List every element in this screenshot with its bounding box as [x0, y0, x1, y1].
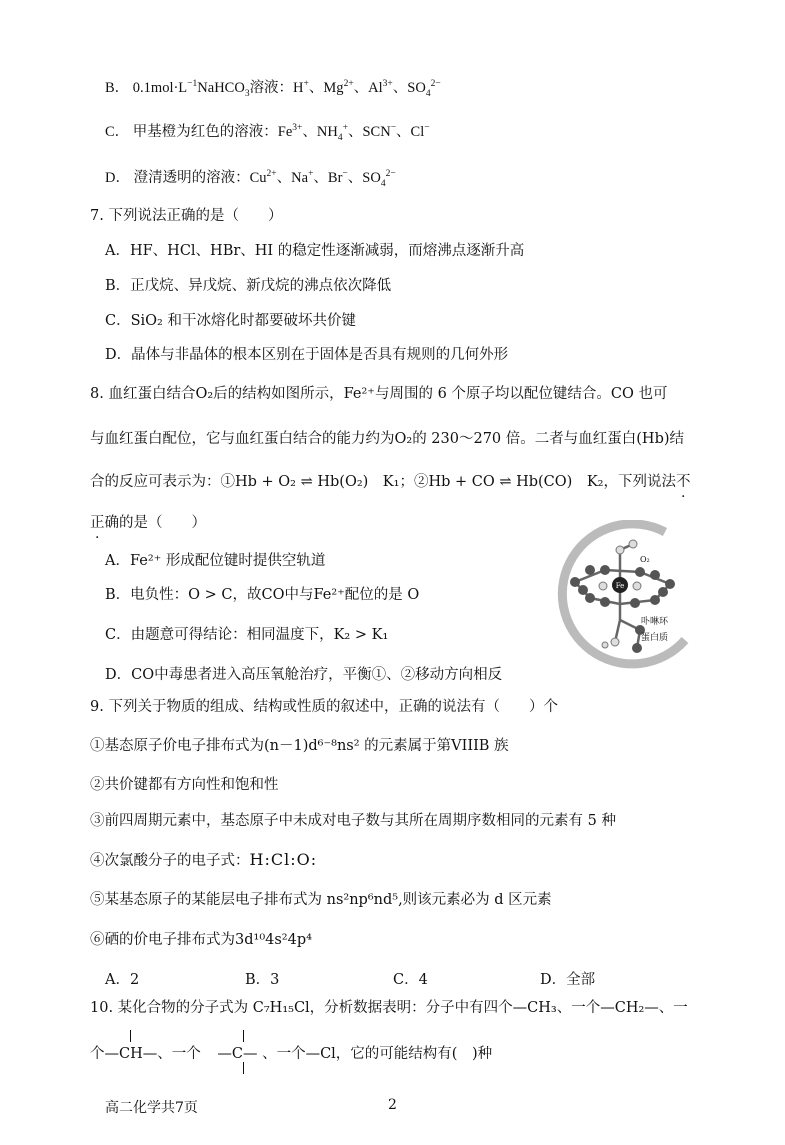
electron-dot-formula: H:Cl:O:: [249, 850, 318, 869]
q8-option-b: B．电负性：O > C，故CO中与Fe²⁺配位的是 O: [105, 587, 420, 603]
q9-option-a: A．2: [105, 972, 140, 988]
q6-option-c: C． 甲基橙为红色的溶液：$Fe^{3+}$、$NH_4^+$、SCN−、Cl−: [105, 123, 430, 143]
q7-option-b: B．正戊烷、异戊烷、新戊烷的沸点依次降低: [105, 278, 392, 294]
porphyrin-label: 卟啉环: [641, 617, 669, 627]
q8-option-a: A．Fe²⁺ 形成配位键时提供空轨道: [105, 553, 326, 569]
q9-statement-3: ③前四周期元素中，基态原子中未成对电子数与其所在周期序数相同的元素有 5 种: [90, 813, 616, 829]
q9-statement-6: ⑥硒的价电子排布式为3d¹⁰4s²4p⁴: [90, 932, 312, 948]
hemoglobin-structure-figure: [545, 520, 695, 670]
q9-option-b: B．3: [245, 972, 280, 988]
q6-option-d: D． 澄清透明的溶液：$Cu^{2+}$、Na+、Br−、$SO_4^{2-}$: [105, 169, 396, 189]
q8-stem-line3: 合的反应可表示为：①Hb + O₂ ⇌ Hb(O₂) K₁；②Hb + CO ⇌ Hb(CO) K₂，下列说法不: [90, 474, 691, 490]
q7-stem: 7. 下列说法正确的是（ ）: [90, 208, 283, 224]
protein-label: 蛋白质: [641, 633, 669, 643]
fe-label: Fe: [615, 582, 625, 590]
c-bond-up: [243, 1030, 244, 1042]
ch-bond-up: [130, 1030, 131, 1042]
q7-option-a: A．HF、HCl、HBr、HI 的稳定性逐渐减弱，而熔沸点逐渐升高: [105, 243, 525, 259]
o2-label: O₂: [640, 555, 650, 564]
q9-stem: 9. 下列关于物质的组成、结构或性质的叙述中，正确的说法有（ ）个: [90, 699, 558, 715]
q9-statement-1: ①基态原子价电子排布式为(n－1)d⁶⁻⁸ns² 的元素属于第VIIIB 族: [90, 738, 509, 754]
q8-option-d: D．CO中毒患者进入高压氧舱治疗，平衡①、②移动方向相反: [105, 667, 503, 683]
q7-option-c: C．SiO₂ 和干冰熔化时都要破坏共价键: [105, 313, 356, 329]
q9-statement-5: ⑤某基态原子的某能层电子排布式为 ns²np⁶nd⁵,则该元素必为 d 区元素: [90, 892, 552, 908]
q8-option-c: C．由题意可得结论：相同温度下，K₂ > K₁: [105, 627, 389, 643]
q10-stem: 10. 某化合物的分子式为 C₇H₁₅Cl，分析数据表明：分子中有四个—CH₃、一个—CH₂—、一: [90, 1000, 688, 1016]
q10-line2: 个—CH—、一个 —C— 、一个—Cl，它的可能结构有( )种: [90, 1046, 493, 1062]
emphasis-not: 不: [675, 474, 691, 490]
q8-stem-line1: 8. 血红蛋白结合O₂后的结构如图所示，Fe²⁺与周围的 6 个原子均以配位键结合。CO 也可: [90, 386, 668, 402]
q9-option-c: C．4: [393, 972, 428, 988]
q9-statement-4: ④次氯酸分子的电子式：H:Cl:O:: [90, 850, 318, 869]
q8-stem-line4: 正确的是（ ）: [90, 515, 206, 531]
heme-diagram: [545, 520, 695, 670]
q9-statement-2: ②共价键都有方向性和饱和性: [90, 777, 279, 793]
q7-option-d: D．晶体与非晶体的根本区别在于固体是否具有规则的几何外形: [105, 347, 509, 363]
q9-option-d: D．全部: [540, 972, 596, 988]
footer-course-label: 高二化学共7页: [105, 1100, 198, 1116]
page-number: 2: [388, 1097, 397, 1113]
q8-stem-line2: 与血红蛋白配位，它与血红蛋白结合的能力约为O₂的 230～270 倍。二者与血红蛋白(Hb)结: [90, 431, 685, 447]
emphasis-correct: 正: [90, 515, 105, 531]
q6-option-b: B． $0.1mol\cdot L^{-1}NaHCO_3$溶液：H+、$Mg^{2+}$、$Al^{3+}$、$SO_4^{2-}$: [105, 79, 441, 99]
